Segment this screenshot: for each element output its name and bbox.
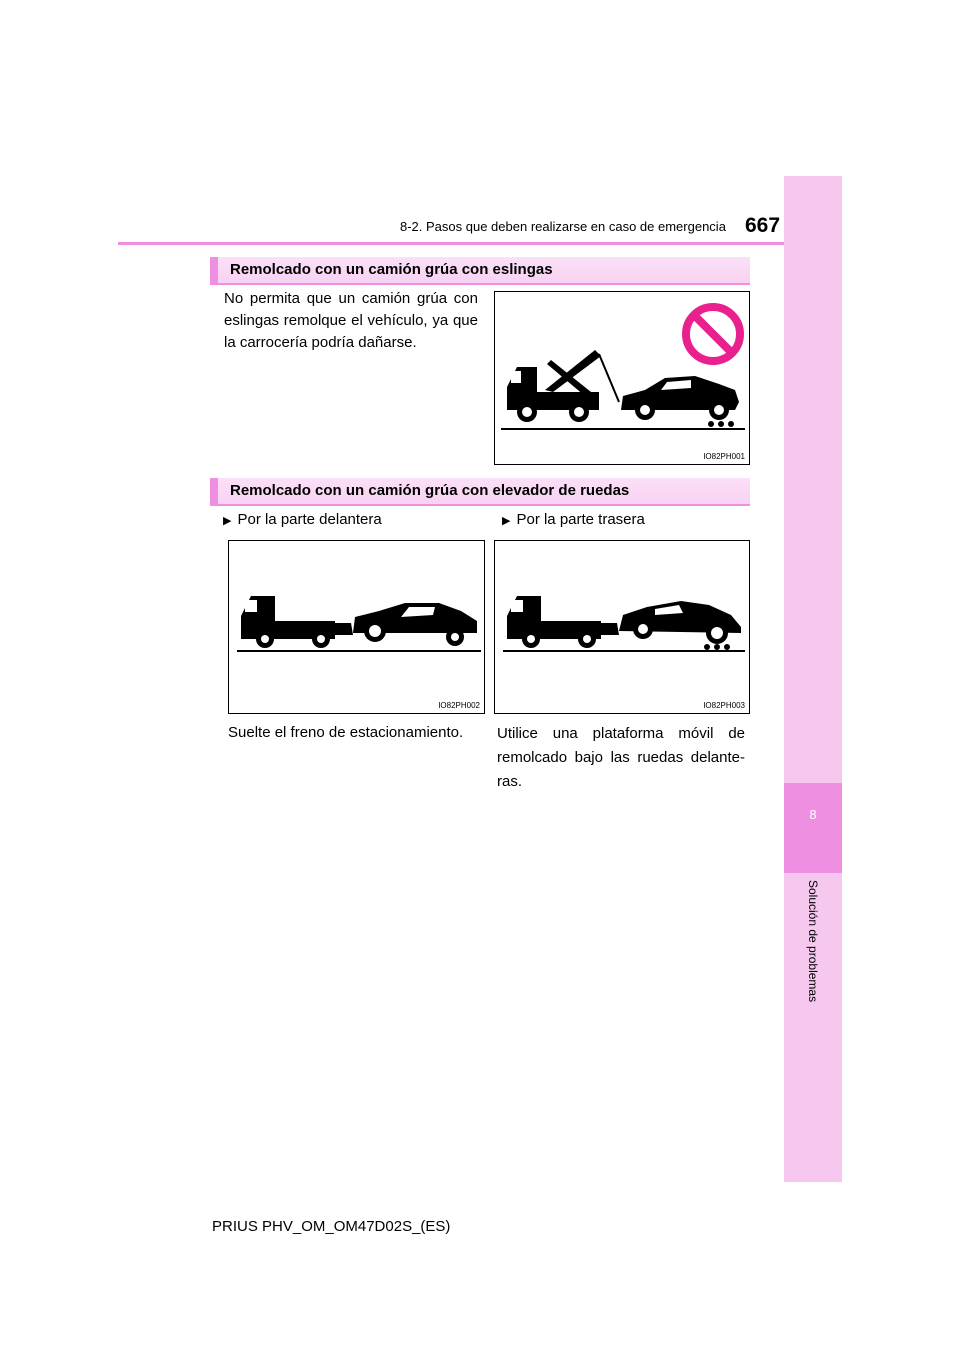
chapter-title-vertical [784, 880, 842, 1010]
bullet-rear [502, 511, 645, 528]
tow-truck-icon [507, 350, 619, 422]
chapter-title: Solución de problemas [806, 880, 820, 1003]
manual-code-footer: PRIUS PHV_OM_OM47D02S_(ES) [212, 1218, 451, 1235]
chapter-side-band [784, 176, 842, 1182]
figure-rear-wheel-lift [494, 540, 750, 714]
chapter-number-tab [784, 783, 842, 873]
car-icon [353, 603, 477, 646]
figure-code: IO82PH003 [703, 701, 745, 710]
slings-warning-text: No permita que un camión grúa con eslingas remolque el vehículo, ya que la carrocería podría dañarse. [224, 290, 478, 351]
section-title-wheel-lift: Remolcado con un camión grúa con elevador de ruedas [210, 478, 750, 504]
chapter-number: 8 [809, 807, 817, 822]
figure-code: IO82PH001 [703, 452, 745, 461]
section-rule [210, 283, 750, 285]
tow-truck-icon [241, 596, 353, 648]
prohibited-icon [686, 307, 740, 361]
rear-wheel-lift-illustration [495, 541, 751, 715]
section-rule [210, 504, 750, 506]
header-rule [118, 242, 784, 245]
tow-truck-icon [507, 596, 619, 648]
figure-code: IO82PH002 [438, 701, 480, 710]
front-wheel-lift-illustration [229, 541, 486, 715]
car-icon [619, 601, 741, 650]
triangle-bullet-icon: ▶ [502, 515, 511, 527]
page-number: 667 [745, 214, 781, 237]
section-title-slings: Remolcado con un camión grúa con eslingas [210, 257, 750, 283]
rear-instruction-text: Utilice una plataforma móvil de remolcado bajo las ruedas delante-ras. [497, 725, 745, 790]
triangle-bullet-icon: ▶ [223, 515, 232, 527]
running-header: 8-2. Pasos que deben realizarse en caso de emergencia [400, 219, 726, 234]
bullet-front-label: Por la parte delantera [237, 511, 382, 528]
figure-front-wheel-lift [228, 540, 485, 714]
bullet-front [223, 511, 382, 528]
figure-sling-tow [494, 291, 750, 465]
bullet-rear-label: Por la parte trasera [516, 511, 645, 528]
front-instruction-text: Suelte el freno de estacionamiento. [228, 724, 464, 741]
car-icon [621, 376, 739, 427]
sling-tow-illustration [495, 292, 751, 466]
